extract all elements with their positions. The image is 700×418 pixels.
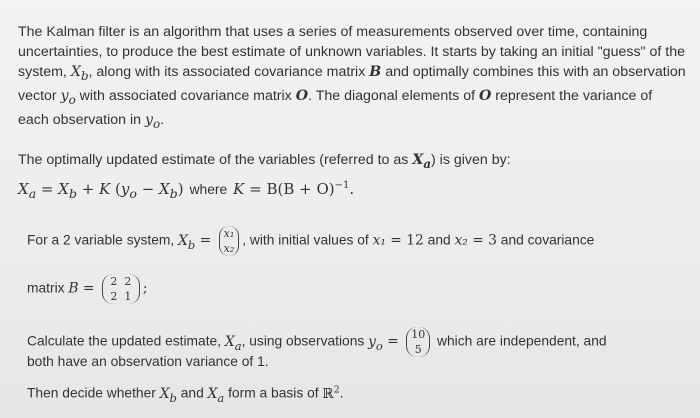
system-text-2: , with initial values of [242, 232, 373, 248]
system-eq: = [195, 232, 216, 249]
b-matrix [102, 274, 140, 304]
x1-symbol: x₁ [372, 232, 386, 249]
yo-column-vector [406, 327, 430, 357]
matrix-line [27, 274, 148, 304]
calc-eq: = [382, 333, 404, 350]
matrix-semicolon: ; [142, 280, 148, 297]
eq-inverse: −1 [334, 180, 350, 191]
vec-x1: x₁ [223, 227, 235, 240]
intro-s7: . [160, 112, 165, 129]
matrix-label: matrix [27, 280, 69, 296]
basis-text: Then decide whether [27, 385, 160, 401]
system-xb: $X_b$ [178, 232, 196, 252]
calc-xa: $X_a$ [224, 333, 242, 353]
calc-text-3: which are independent, and [433, 333, 607, 349]
matrix-b-symbol: B [68, 280, 79, 297]
basis-and: and [176, 385, 208, 401]
system-covariance: and covariance [496, 232, 595, 248]
yo-symbol-2: $y_o$ [144, 112, 161, 132]
intro-s4: with associated covariance matrix [75, 88, 296, 105]
matrix-eq: = [78, 280, 99, 297]
b-r2c2: 1 [124, 290, 132, 303]
intro-paragraph [18, 22, 686, 135]
eq-xb-2: $X_b$ [159, 180, 178, 201]
o-symbol: O [295, 88, 309, 105]
intro-s6: represent the variance of each observation in [18, 88, 653, 129]
eq-kdef: = B(B + O) [244, 180, 335, 198]
vec-x2: x₂ [223, 242, 235, 255]
optimal-text: The optimally updated estimate of the variables (referred to as [18, 152, 413, 168]
intro-s1: The Kalman filter is an algorithm that uses a series of measurements observed over time, containing uncertainties, to produce the best estimate of unknown variables. It starts by taking an initial "guess" of the system, [18, 24, 686, 81]
b-r1c1: 2 [110, 275, 118, 288]
basis-xb: $X_b$ [159, 385, 177, 405]
intro-s3: and optimally combines this with an observation vector [18, 64, 686, 105]
xa-symbol: $X_a$ [412, 152, 431, 171]
r2-symbol: ℝ$^2$ [322, 385, 340, 402]
system-and: and [423, 232, 455, 248]
x2-symbol: x₂ [454, 232, 468, 249]
eq-k: K [99, 180, 111, 198]
intro-s5: . The diagonal elements of [308, 88, 479, 105]
eq-where: where [189, 182, 228, 197]
kalman-equation [18, 180, 354, 201]
intro-s2: , along with its associated covariance matrix [88, 64, 370, 81]
x2-value: = 3 [467, 232, 497, 249]
eq-minus: − [136, 180, 160, 198]
yo-top: 10 [411, 328, 426, 341]
basis-xa: $X_a$ [207, 385, 225, 405]
yo-bottom: 5 [414, 343, 422, 356]
o-symbol-2: O [478, 88, 492, 105]
xb-symbol: $X_b$ [70, 64, 89, 84]
optimal-text-2: ) is given by: [431, 152, 511, 168]
b-r1c2: 2 [124, 275, 132, 288]
yo-symbol: $y_o$ [60, 88, 76, 108]
eq-k-2: K [233, 180, 245, 198]
system-text: For a 2 variable system, [27, 232, 179, 248]
eq-open: ( [110, 180, 121, 198]
x1-value: = 12 [385, 232, 424, 249]
eq-close: ) [177, 180, 184, 198]
optimal-estimate-line [18, 152, 511, 171]
calculate-line [27, 327, 607, 357]
calc-yo: $y_o$ [368, 333, 383, 353]
eq-plus: + [76, 180, 100, 198]
variance-text: both have an observation variance of 1. [27, 354, 269, 369]
eq-equals: = [36, 180, 59, 198]
b-symbol: B [369, 64, 382, 81]
intro-text [18, 22, 686, 135]
eq-yo: $y_o$ [120, 180, 137, 201]
eq-lhs: $X_a$ [18, 180, 37, 201]
basis-period: . [339, 385, 344, 401]
eq-period: . [349, 180, 355, 198]
basis-text-2: form a basis of [224, 385, 323, 401]
b-r2c1: 2 [110, 290, 118, 303]
system-line [27, 226, 594, 256]
variance-line [27, 354, 269, 369]
calc-text: Calculate the updated estimate, [27, 333, 225, 349]
basis-line [27, 385, 343, 404]
calc-text-2: , using observations [241, 333, 369, 349]
xb-column-vector [219, 226, 240, 256]
eq-xb: $X_b$ [58, 180, 77, 201]
